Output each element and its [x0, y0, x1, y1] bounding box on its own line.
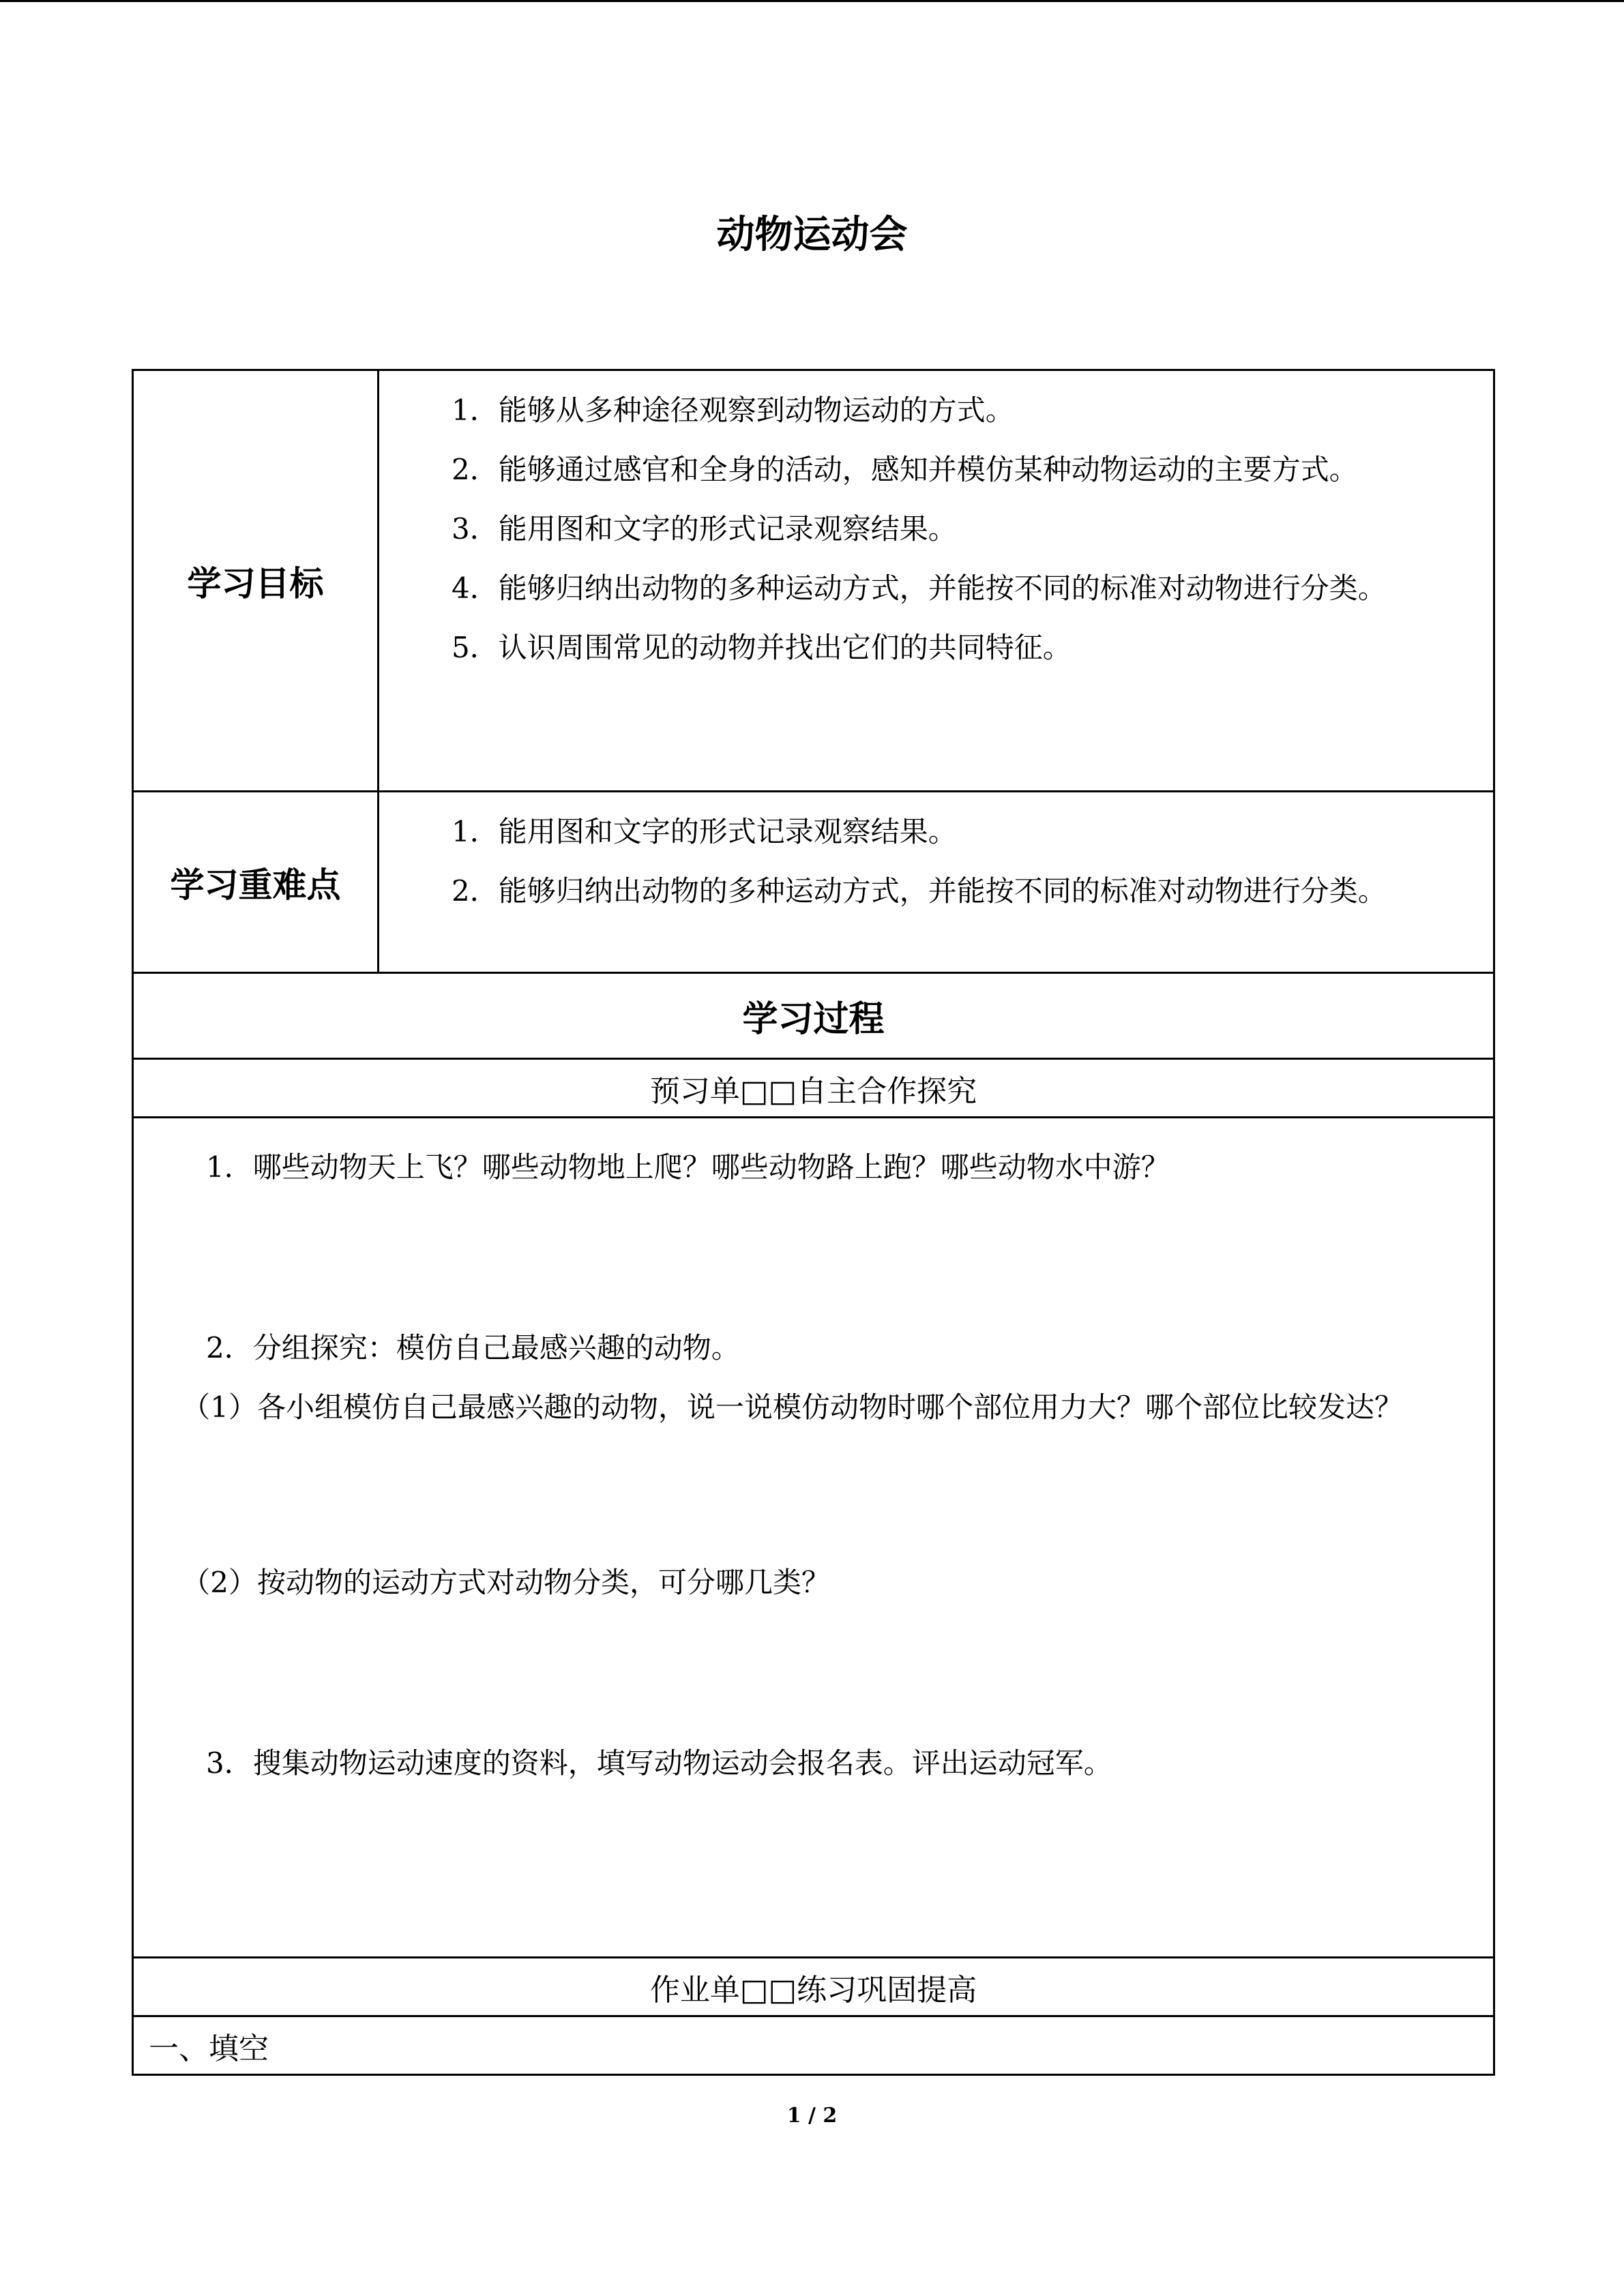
key-points-content: [379, 792, 1494, 973]
page-number: 1 / 2: [786, 2104, 838, 2128]
fill-blank-heading: 一、填空: [133, 2016, 1494, 2075]
answer-space: [149, 1197, 1478, 1318]
process-heading-row: [133, 973, 1494, 1059]
objectives-content: [379, 370, 1494, 792]
objective-item: 2．能够通过感官和全身的活动，感知并模仿某种动物运动的主要方式。: [452, 453, 1358, 486]
question-2-1: （1）各小组模仿自己最感兴趣的动物，说一说模仿动物时哪个部位用力大？哪个部位比较发达？: [181, 1390, 1404, 1424]
question-3: 3．搜集动物运动速度的资料，填写动物运动会报名表。评出运动冠军。: [206, 1746, 1112, 1780]
page-top-border: [0, 0, 1624, 2]
key-points-row: [133, 792, 1494, 973]
homework-heading-row: [133, 1958, 1494, 2016]
question-2: 2．分组探究：模仿自己最感兴趣的动物。: [206, 1331, 740, 1365]
preview-questions-row: [133, 1118, 1494, 1958]
objectives-row: [133, 370, 1494, 792]
question-1: 1．哪些动物天上飞？哪些动物地上爬？哪些动物路上跑？哪些动物水中游？: [206, 1150, 1170, 1184]
process-heading: 学习过程: [133, 973, 1494, 1059]
preview-heading-row: [133, 1059, 1494, 1118]
key-point-item: 1．能用图和文字的形式记录观察结果。: [452, 815, 957, 848]
document-title: 动物运动会: [716, 213, 908, 257]
question-2-2: （2）按动物的运动方式对动物分类，可分哪几类？: [181, 1566, 831, 1599]
homework-heading: 作业单□□练习巩固提高: [133, 1958, 1494, 2016]
objective-item: 5．认识周围常见的动物并找出它们的共同特征。: [452, 631, 1072, 664]
objectives-label: 学习目标: [133, 370, 379, 792]
preview-questions: [133, 1118, 1494, 1958]
study-guide-table: [132, 369, 1495, 2076]
fill-blank-row: [133, 2016, 1494, 2075]
answer-space: [149, 1612, 1478, 1733]
preview-heading: 预习单□□自主合作探究: [133, 1059, 1494, 1118]
objective-item: 4．能够归纳出动物的多种运动方式，并能按不同的标准对动物进行分类。: [452, 571, 1387, 605]
objective-item: 1．能够从多种途径观察到动物运动的方式。: [452, 393, 1014, 427]
key-points-label: 学习重难点: [133, 792, 379, 973]
objective-item: 3．能用图和文字的形式记录观察结果。: [452, 512, 957, 546]
answer-space: [149, 1437, 1478, 1553]
key-point-item: 2．能够归纳出动物的多种运动方式，并能按不同的标准对动物进行分类。: [452, 874, 1387, 908]
